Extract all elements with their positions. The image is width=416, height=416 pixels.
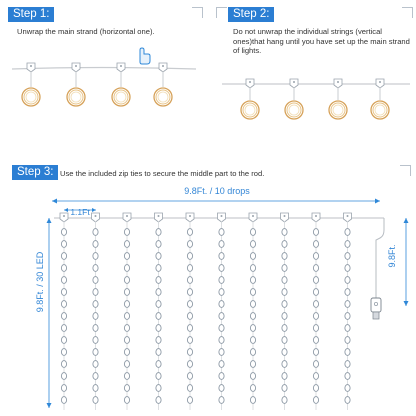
height-dimension-label: 9.8Ft. / 30 LED [35,251,45,313]
led-bead-icon [93,265,98,272]
width-dimension-label: 9.8Ft. / 10 drops [184,186,250,196]
clip-icon [312,213,320,222]
led-bead-icon [313,301,318,308]
clip-icon [92,213,100,222]
led-bead-icon [187,373,192,380]
led-bead-icon [61,289,66,296]
usb-body [371,298,381,312]
step2-illustration [212,0,416,150]
led-bead-icon [156,361,161,368]
led-bead-icon [250,325,255,332]
led-bead-icon [282,361,287,368]
led-bead-icon [61,241,66,248]
coil-ring [116,92,126,102]
coiled-string-icon [67,88,85,106]
led-bead-icon [250,289,255,296]
led-bead-icon [219,253,224,260]
step3-instruction: Use the included zip ties to secure the middle part to the rod. [60,169,265,178]
clip-hole [315,215,317,217]
clip-body [246,79,254,88]
led-bead-icon [124,337,129,344]
clip-icon [344,213,352,222]
usb-connector [373,312,379,319]
led-bead-icon [313,289,318,296]
led-bead-icon [250,253,255,260]
step2-panel [212,0,416,150]
led-bead-icon [313,241,318,248]
led-bead-icon [93,301,98,308]
step1-illustration [0,0,206,150]
step1-panel [0,0,206,150]
clip-hole [379,81,381,83]
clip-icon [60,213,68,222]
clip-icon [27,63,35,72]
led-bead-icon [61,313,66,320]
led-bead-icon [187,337,192,344]
led-bead-icon [187,301,192,308]
led-bead-icon [219,301,224,308]
led-bead-icon [156,337,161,344]
led-bead-icon [156,253,161,260]
clip-body [27,63,35,72]
led-bead-icon [61,325,66,332]
led-bead-icon [93,253,98,260]
led-bead-icon [345,337,350,344]
led-bead-icon [345,289,350,296]
led-bead-icon [345,265,350,272]
led-bead-icon [219,385,224,392]
led-bead-icon [345,373,350,380]
led-bead-icon [187,349,192,356]
led-bead-icon [156,349,161,356]
led-bead-icon [313,373,318,380]
led-bead-icon [124,277,129,284]
clip-icon [249,213,257,222]
led-bead-icon [187,361,192,368]
coil-ring [285,101,303,119]
led-bead-icon [93,229,98,236]
coiled-string-icon [329,101,347,119]
led-bead-icon [61,229,66,236]
coil-ring [329,101,347,119]
clip-icon [290,79,298,88]
coil-ring [154,88,172,106]
step2-badge: Step 2: [228,7,274,22]
led-bead-icon [93,289,98,296]
led-bead-icon [187,385,192,392]
clip-hole [95,215,97,217]
led-bead-icon [345,349,350,356]
led-bead-icon [219,241,224,248]
led-bead-icon [124,241,129,248]
led-bead-icon [156,385,161,392]
led-bead-icon [61,253,66,260]
coil-ring [22,88,40,106]
led-bead-icon [250,397,255,404]
coil-ring [371,101,389,119]
cord-length-label: 9.8Ft. [387,244,397,268]
led-bead-icon [187,241,192,248]
led-bead-icon [187,289,192,296]
led-bead-icon [156,301,161,308]
led-bead-icon [219,289,224,296]
led-bead-icon [124,265,129,272]
clip-icon [159,63,167,72]
led-bead-icon [313,361,318,368]
led-bead-icon [250,241,255,248]
led-bead-icon [124,397,129,404]
led-bead-icon [282,313,287,320]
clip-hole [158,215,160,217]
led-bead-icon [61,349,66,356]
coiled-string-icon [22,88,40,106]
led-bead-icon [345,397,350,404]
clip-hole [120,65,122,67]
clip-body [186,213,194,222]
led-bead-icon [124,289,129,296]
led-bead-icon [250,337,255,344]
clip-hole [347,215,349,217]
led-bead-icon [124,349,129,356]
led-bead-icon [124,385,129,392]
led-bead-icon [93,385,98,392]
led-bead-icon [282,253,287,260]
clip-body [249,213,257,222]
clip-hole [221,215,223,217]
led-bead-icon [345,361,350,368]
led-bead-icon [282,265,287,272]
led-bead-icon [156,241,161,248]
led-bead-icon [282,289,287,296]
clip-body [344,213,352,222]
clip-icon [334,79,342,88]
led-bead-icon [156,325,161,332]
led-bead-icon [282,241,287,248]
led-bead-icon [345,241,350,248]
led-bead-icon [250,361,255,368]
led-bead-icon [219,325,224,332]
step3-illustration [0,158,416,416]
led-bead-icon [124,253,129,260]
led-bead-icon [93,361,98,368]
coil-ring [112,88,130,106]
clip-hole [75,65,77,67]
clip-hole [162,65,164,67]
led-bead-icon [313,349,318,356]
led-bead-icon [61,301,66,308]
led-bead-icon [61,385,66,392]
led-bead-icon [93,325,98,332]
led-bead-icon [156,397,161,404]
led-bead-icon [282,397,287,404]
led-bead-icon [282,349,287,356]
clip-body [117,63,125,72]
clip-body [123,213,131,222]
step3-panel [0,158,416,416]
coiled-string-icon [112,88,130,106]
coil-ring [241,101,259,119]
clip-body [92,213,100,222]
led-bead-icon [345,385,350,392]
led-bead-icon [313,325,318,332]
led-bead-icon [345,229,350,236]
coil-ring [67,88,85,106]
clip-hole [30,65,32,67]
clip-icon [186,213,194,222]
clip-icon [376,79,384,88]
step3-badge: Step 3: [12,165,58,180]
led-bead-icon [282,229,287,236]
clip-icon [155,213,163,222]
led-bead-icon [156,373,161,380]
clip-icon [72,63,80,72]
led-bead-icon [345,277,350,284]
led-bead-icon [282,385,287,392]
power-cord [376,218,384,298]
clip-hole [249,81,251,83]
led-bead-icon [282,277,287,284]
led-bead-icon [250,277,255,284]
led-bead-icon [124,373,129,380]
led-bead-icon [124,229,129,236]
led-bead-icon [250,313,255,320]
led-bead-icon [156,229,161,236]
led-bead-icon [124,313,129,320]
clip-body [218,213,226,222]
led-bead-icon [282,301,287,308]
coil-ring [375,105,385,115]
led-bead-icon [313,265,318,272]
clip-body [155,213,163,222]
coil-ring [71,92,81,102]
led-bead-icon [187,313,192,320]
coil-ring [245,105,255,115]
usb-plug-icon [371,298,381,319]
led-bead-icon [282,325,287,332]
led-bead-icon [156,265,161,272]
spacing-dimension-label: 1.1Ft [70,207,90,217]
led-bead-icon [187,325,192,332]
clip-hole [252,215,254,217]
clip-hole [126,215,128,217]
led-bead-icon [61,361,66,368]
clip-body [281,213,289,222]
led-bead-icon [124,325,129,332]
led-bead-icon [187,253,192,260]
led-bead-icon [250,301,255,308]
clip-hole [337,81,339,83]
led-bead-icon [156,277,161,284]
clip-body [312,213,320,222]
led-bead-icon [313,313,318,320]
led-bead-icon [250,373,255,380]
coiled-string-icon [154,88,172,106]
step2-instruction: Do not unwrap the individual strings (vertical ones)that hang until you have set up the main strand of lights. [233,27,410,56]
coiled-string-icon [241,101,259,119]
led-bead-icon [61,397,66,404]
coil-ring [26,92,36,102]
hand-pointer-icon [140,48,150,64]
led-bead-icon [61,337,66,344]
led-bead-icon [219,361,224,368]
clip-icon [218,213,226,222]
clip-body [376,79,384,88]
coil-ring [158,92,168,102]
clip-hole [284,215,286,217]
step1-instruction: Unwrap the main strand (horizontal one). [17,27,155,36]
clip-icon [281,213,289,222]
step1-badge: Step 1: [8,7,54,22]
led-bead-icon [250,349,255,356]
led-bead-icon [93,337,98,344]
led-bead-icon [282,373,287,380]
led-bead-icon [219,373,224,380]
led-bead-icon [187,277,192,284]
led-bead-icon [219,265,224,272]
led-bead-icon [345,325,350,332]
led-bead-icon [313,253,318,260]
led-bead-icon [187,229,192,236]
led-bead-icon [93,373,98,380]
led-bead-icon [93,313,98,320]
led-bead-icon [219,277,224,284]
led-bead-icon [156,289,161,296]
coil-ring [333,105,343,115]
led-bead-icon [124,301,129,308]
led-bead-icon [250,229,255,236]
clip-body [290,79,298,88]
led-bead-icon [61,373,66,380]
led-bead-icon [345,301,350,308]
coiled-string-icon [371,101,389,119]
main-strand-wire [12,68,196,70]
led-bead-icon [124,361,129,368]
led-bead-icon [219,229,224,236]
led-bead-icon [313,397,318,404]
led-bead-icon [219,313,224,320]
led-bead-icon [219,337,224,344]
clip-body [60,213,68,222]
led-bead-icon [345,313,350,320]
led-bead-icon [93,397,98,404]
led-bead-icon [219,349,224,356]
led-bead-icon [187,265,192,272]
led-bead-icon [313,229,318,236]
led-bead-icon [250,385,255,392]
led-bead-icon [61,265,66,272]
coil-ring [289,105,299,115]
led-bead-icon [156,313,161,320]
clip-hole [189,215,191,217]
clip-hole [63,215,65,217]
hand-shape [140,48,150,64]
clip-body [159,63,167,72]
coiled-string-icon [285,101,303,119]
led-bead-icon [282,337,287,344]
led-bead-icon [313,385,318,392]
clip-icon [123,213,131,222]
clip-body [72,63,80,72]
clip-icon [246,79,254,88]
led-bead-icon [313,277,318,284]
led-bead-icon [187,397,192,404]
led-bead-icon [345,253,350,260]
clip-hole [293,81,295,83]
led-bead-icon [93,349,98,356]
led-bead-icon [219,397,224,404]
clip-body [334,79,342,88]
clip-icon [117,63,125,72]
led-bead-icon [313,337,318,344]
led-bead-icon [250,265,255,272]
led-bead-icon [61,277,66,284]
led-bead-icon [93,277,98,284]
led-bead-icon [93,241,98,248]
